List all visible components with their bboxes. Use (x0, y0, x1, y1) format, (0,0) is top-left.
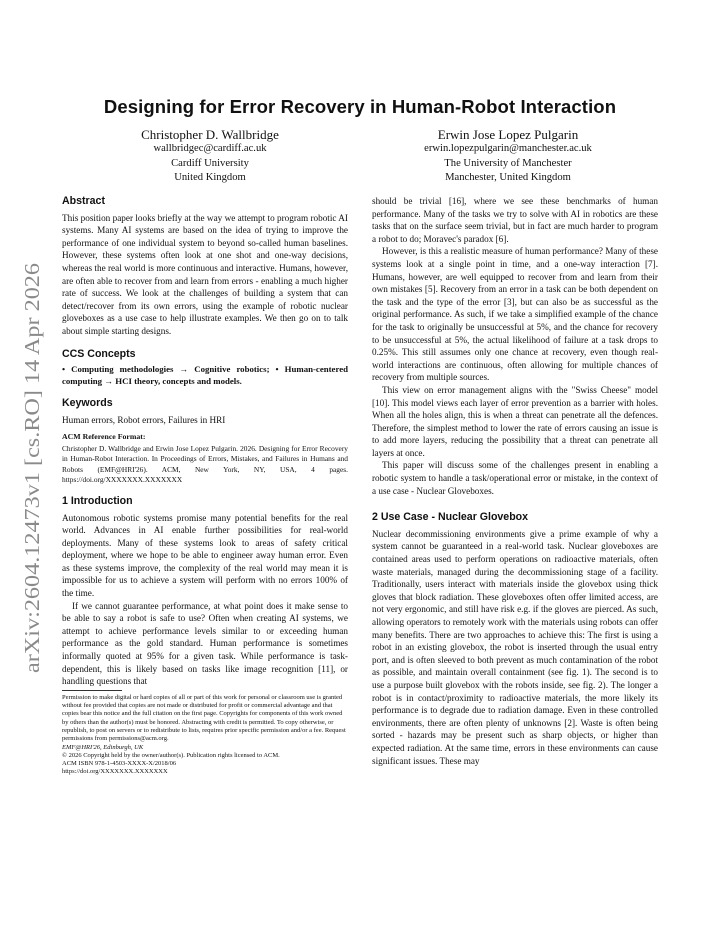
ccs-heading: CCS Concepts (62, 347, 136, 360)
isbn-line: ACM ISBN 978-1-4503-XXXX-X/2018/06 (62, 760, 177, 768)
doi-line: https://doi.org/XXXXXXX.XXXXXXX (62, 768, 168, 776)
author-country: Manchester, United Kingdom (445, 172, 571, 184)
ccs-text: • Computing methodologies → Cognitive robotics; • Human-centered computing → HCI theory, concepts and models. (62, 364, 348, 386)
footnote-rule (62, 690, 122, 691)
permission-notice: Permission to make digital or hard copies of all or part of this work for personal or classroom use is granted without fee provided that copies are not made or distributed for profit or commercial advantage and that copies bear this notice and the full citation on the first page. Copyrights for components of this work owned by others than the author(s) must be honored. Abstracting with credit is permitted. To copy otherwise, or republish, to post on servers or to redistribute to lists, requires prior specific permission and/or a fee. Request permissions from permissions@acm.org. (62, 693, 346, 743)
introduction-heading: 1 Introduction (62, 494, 133, 507)
acm-reference-heading: ACM Reference Format: (62, 431, 146, 441)
abstract-heading: Abstract (62, 195, 105, 207)
author-block-2 (378, 128, 638, 186)
author-institution: Cardiff University (171, 157, 249, 169)
arxiv-side-identifier-text: arXiv:2604.12473v1 [cs.RO] 14 Apr 2026 (20, 317, 44, 673)
abstract-text: This position paper looks briefly at the way we attempt to program robotic AI systems. Many AI systems are based on the idea of trying to improve the performance of one individual system to beyond so-called human baselines. However, these systems often look at one shot and one-way decisions, whereas the real world is more continuous and interactive. Humans, however, are often able to recover from and learn from errors - enabling a much higher rate of success. We look at the challenges of building a system that can detect/recover from its own errors, using the example of robotic nuclear gloveboxes as a use case to help illustrate examples. We then go on to talk about simple starting designs. (62, 212, 348, 336)
author-country: United Kingdom (174, 172, 246, 184)
use-case-paragraph-1: Nuclear decommissioning environments give a prime example of why a system cannot be guaranteed in a real-world task. Nuclear gloveboxes are contained areas used to perform operations on radioactive materials, often waste materials, managed during the decommissioning stage of a facility. Traditionally, users interact with materials inside the glovebox using thick gloves that block radiation. These gloveboxes often offer limited access, are not very ergonomic, and still have risk e.g. if the gloves are pierced. As such, allowing operators to remotely work with the materials using robots can offer many benefits. There are two approaches to achieve this: The first is using a robot in an existing glovebox, the robot is inserted through the usual entry port, and is often sleeved to both prevent as much contamination of the robot as possible, and maintain overall containment (see fig. 1). The second is to use a purpose built glovebox with the robots inside, see fig. 2). The longer a robot is in contact/proximity to radioactive materials, the more likely its performance is to degrade due to radiation damage. Even in these controlled environments, there are often plenty of unknowns [2]. Waste is often being sorted - hazards may be present such as sharp objects, or higher than expected radiation. At the same time, errors in these environments can cause significant issues. These may (372, 528, 658, 766)
arxiv-side-identifier-graphic (12, 258, 50, 678)
intro-paragraph-4: However, is this a realistic measure of human performance? Many of these systems look at a single point in time, and a one-way interaction [7]. Humans, however, are well equipped to recover from and learn from their own mistakes [5]. Recovery from an error in a task can be both dependent on the task and the type of the error [3], but can also be as successful as the original performance. As such, if we take a simplified example of the chance for the task to originally be unsuccessful at 5%, and the chance for recovery to be unsuccessful at 5%, the actual likelihood of failure at a task drops to 0.25%. This still assumes only one chance at recovery, even though real-world interactions are continuous, often allowing for multiple chances of recovery from multiple sources. (372, 246, 658, 383)
venue-line: EMF@HRI'26, Edinburgh, UK (62, 743, 144, 751)
intro-paragraph-1: Autonomous robotic systems promise many potential benefits for the real world. Advances in AI enable further possibilities for real-world deployments. Many of these systems look to areas of safety critical deployment, where we hope to be able to engineer away human error. Even as these systems improve, the complexity of the real world may mean it is impossible for us to achieve a system will perform with no errors 100% of the time. (62, 512, 348, 599)
author-name: Christopher D. Wallbridge (141, 127, 279, 142)
author-block-1 (80, 128, 340, 186)
paper-title: Designing for Error Recovery in Human-Robot Interaction (103, 96, 617, 117)
author-email: wallbridgec@cardiff.ac.uk (153, 143, 267, 155)
left-column (62, 195, 348, 777)
use-case-heading: 2 Use Case - Nuclear Glovebox (372, 511, 529, 524)
acm-reference-text: Christopher D. Wallbridge and Erwin Jose Lopez Pulgarin. 2026. Designing for Error Recovery in Human-Robot Interaction. In Proceedings of Errors, Mistakes, and Failures in Humans and Robots (EMF@HRI'26). ACM, New York, NY, USA, 4 pages. https://doi.org/XXXXXXX.XXXXXXX (62, 444, 348, 484)
intro-paragraph-3: should be trivial [16], where we see these benchmarks of human performance. Many of the tasks we try to solve with AI in robotics are these tasks that on the surface seem trivial, but in fact are much harder to program a robot to do; Moravec's paradox [6]. (372, 196, 658, 244)
keywords-heading: Keywords (62, 397, 113, 410)
arxiv-side-identifier (12, 258, 50, 678)
intro-paragraph-2: If we cannot guarantee performance, at what point does it make sense to be able to say a robot is safe to use? Often when creating AI systems, we attempt to achieve performance levels similar to or exceeding human performance as the gold standard. Human performance is sometimes informally quoted at 95% for a given task. While performance is task-dependent, this is likely based on tasks like image recognition [11], or handling questions that (62, 600, 348, 687)
right-column (372, 195, 658, 767)
author-institution: The University of Manchester (444, 157, 572, 169)
intro-paragraph-6: This paper will discuss some of the challenges present in enabling a robotic system to handle a task/operational error or mistake, in the context of a use case - Nuclear Gloveboxes. (372, 460, 658, 496)
copyright-line: © 2026 Copyright held by the owner/author(s). Publication rights licensed to ACM. (62, 751, 280, 759)
author-email: erwin.lopezpulgarin@manchester.ac.uk (424, 143, 592, 155)
intro-paragraph-5: This view on error management aligns with the "Swiss Cheese" model [10]. This model views each layer of error prevention as a barrier with holes. When all the holes align, this is when a threat can penetrate all the defences. Therefore, the simplest method to lower the rate of errors causing an issue is to add more layers, reducing the possibility that a threat can penetrate all layers at once. (372, 384, 658, 458)
keywords-text: Human errors, Robot errors, Failures in HRI (62, 414, 226, 425)
author-name: Erwin Jose Lopez Pulgarin (437, 127, 579, 142)
